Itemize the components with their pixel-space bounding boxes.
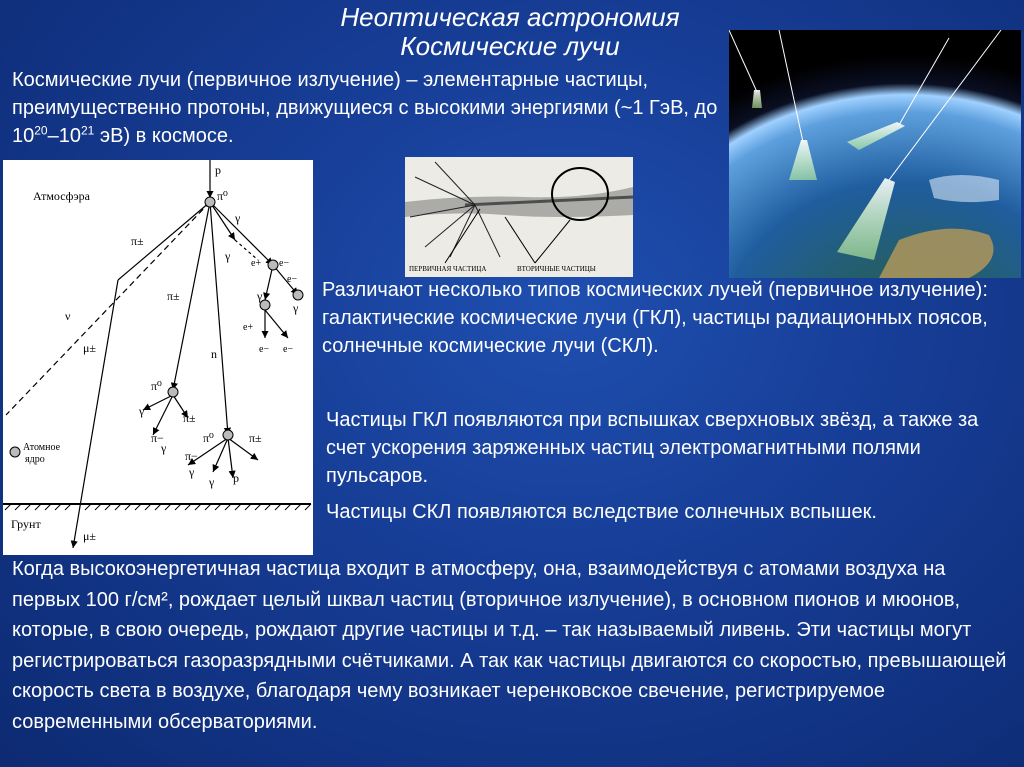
skl-paragraph: Частицы СКЛ появляются вследствие солнечных вспышек. — [326, 501, 877, 523]
slide-title: Неоптическая астрономия — [340, 2, 680, 32]
label-mu-pm-1: μ± — [83, 341, 97, 355]
cloud-chamber-photo — [405, 157, 633, 277]
label-e-minus-1: e− — [279, 258, 290, 269]
label-pi-pm-low1: π± — [183, 411, 196, 425]
cloud-chamber-image — [405, 157, 633, 277]
label-e-plus-2: e+ — [243, 322, 254, 333]
shower-diagram-svg — [3, 160, 313, 555]
intro-text-1: Космические лучи (первичное излучение) – элементарные частицы, преимущественно протоны, движущиеся с высокими энергиями (~1 ГэВ, до 10 — [12, 69, 718, 147]
ground-label: Грунт — [11, 517, 41, 531]
label-nu: ν — [65, 309, 71, 323]
intro-exponent-1: 20 — [34, 123, 48, 138]
intro-text-3: эВ) в космосе. — [94, 125, 234, 147]
label-pi0-mid: π⁰ — [151, 379, 162, 393]
label-primary-particle: ПЕРВИЧНАЯ ЧАСТИЦА — [409, 265, 487, 273]
air-shower-diagram — [3, 160, 313, 555]
label-pi0-top: π⁰ — [217, 189, 228, 203]
label-gamma-5: γ — [139, 404, 145, 418]
intro-text-2: –10 — [47, 125, 81, 147]
label-gamma-8: γ — [209, 475, 215, 489]
gkl-paragraph: Частицы ГКЛ появляются при вспышках сверхновых звёзд, а также за счет ускорения заряженных частиц электромагнитными полями пульсаров. — [326, 409, 979, 487]
label-pi-pm-mid: π± — [167, 289, 180, 303]
label-e-minus-3: e− — [259, 344, 270, 355]
label-gamma-6: γ — [161, 441, 167, 455]
label-e-minus-2: e− — [287, 274, 298, 285]
label-mu-pm-2: μ± — [83, 529, 97, 543]
nucleus-label-1: Атомное — [23, 442, 61, 453]
label-gamma-1: γ — [235, 211, 241, 225]
label-secondary-particles: ВТОРИЧНЫЕ ЧАСТИЦЫ — [517, 265, 596, 273]
atmosphere-label: Атмосфэра — [33, 189, 90, 203]
label-pi0-low: π⁰ — [203, 431, 214, 445]
label-pi-minus-low: π− — [151, 431, 164, 445]
label-gamma-2: γ — [225, 249, 231, 263]
earth-showers-photo — [729, 30, 1021, 278]
label-pi-minus-low2: π− — [185, 449, 198, 463]
label-e-plus-1: e+ — [251, 258, 262, 269]
intro-exponent-2: 21 — [80, 123, 95, 138]
label-gamma-3: γ — [257, 289, 263, 303]
label-n: n — [211, 347, 217, 361]
slide-subtitle: Космические лучи — [400, 31, 620, 61]
label-pi-pm-low2: π± — [249, 431, 262, 445]
label-p-low: p — [233, 471, 239, 485]
label-gamma-4: γ — [293, 301, 299, 315]
intro-paragraph — [12, 66, 724, 150]
label-gamma-7: γ — [189, 465, 195, 479]
types-paragraph: Различают несколько типов космических лучей (первичное излучение): галактические космические лучи (ГКЛ), частицы радиационных поясов, солнечные космические лучи (СКЛ). — [322, 279, 988, 357]
label-p-top: p — [215, 163, 221, 177]
label-e-minus-4: e− — [283, 344, 294, 355]
label-pi-pm-left: π± — [131, 234, 144, 248]
nucleus-label-2: ядро — [25, 454, 45, 465]
shower-paragraph: Когда высокоэнергетичная частица входит в атмосферу, она, взаимодействуя с атомами воздуха на первых 100 г/см², рождает целый шквал частиц (вторичное излучение), в основном пионов и мюонов, которые, в свою очередь, рождают другие частицы и т.д. – так называемый ливень. Эти частицы могут регистрироваться газоразрядными счётчиками. А так как частицы двигаются со скоростью, превышающей скорость света в воздухе, благодаря чему возникает черенковское свечение, регистрируемое современными обсерваториями. — [12, 558, 1007, 733]
